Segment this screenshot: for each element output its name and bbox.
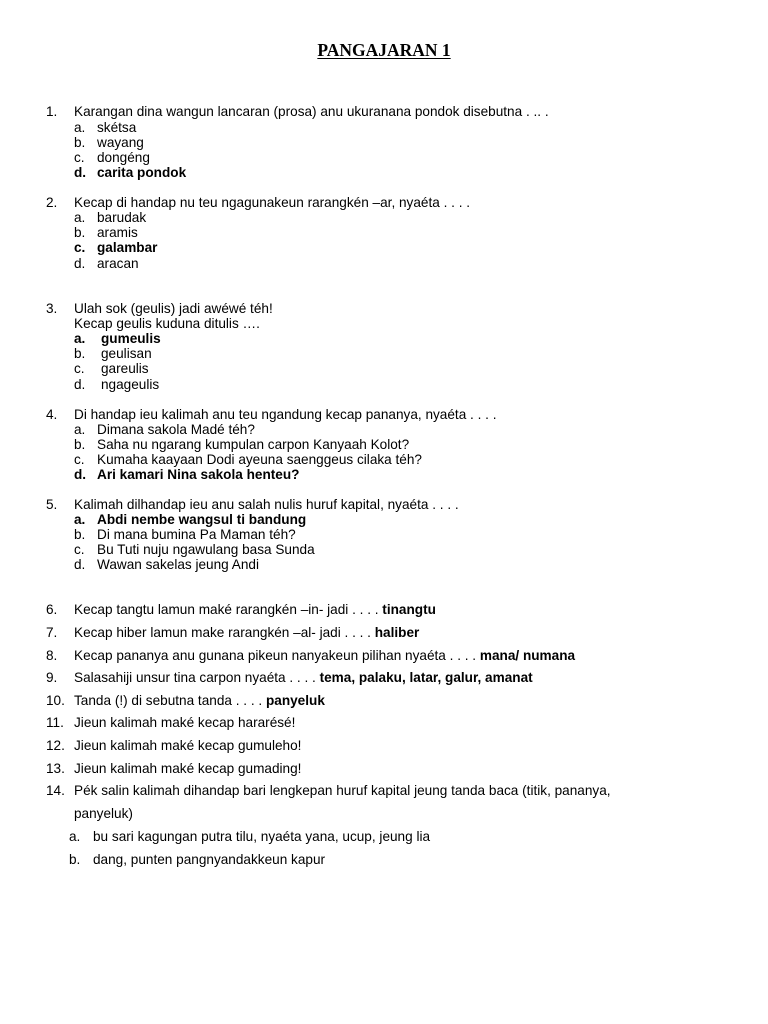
option-letter: b. — [74, 346, 86, 361]
option-text: wayang — [97, 135, 144, 150]
question-stem: Karangan dina wangun lancaran (prosa) anu ukuranana pondok disebutna . .. . — [74, 104, 549, 119]
page-title: PANGAJARAN 1 — [317, 40, 451, 60]
question-text: Pék salin kalimah dihandap bari lengkepan huruf kapital jeung tanda baca (titik, pananya, — [74, 783, 611, 798]
question-number: 6. — [46, 602, 58, 617]
option-text-answer: Ari kamari Nina sakola henteu? — [97, 467, 300, 482]
option-text: dongéng — [97, 150, 150, 165]
question-text: Kecap pananya anu gunana pikeun nanyakeun pilihan nyaéta . . . . mana/ numana — [74, 648, 576, 663]
question-text: Salasahiji unsur tina carpon nyaéta . . . . tema, palaku, latar, galur, amanat — [74, 670, 533, 685]
option-letter: d. — [74, 557, 86, 572]
question-text: Kecap hiber lamun make rarangkén –al- jadi . . . . haliber — [74, 625, 420, 640]
option-text: Bu Tuti nuju ngawulang basa Sunda — [97, 542, 315, 557]
question-number: 5. — [46, 497, 58, 512]
option-letter: a. — [74, 422, 86, 437]
option-text: Kumaha kaayaan Dodi ayeuna saenggeus cilaka téh? — [97, 452, 422, 467]
option-text: Wawan sakelas jeung Andi — [97, 557, 259, 572]
option-text: aracan — [97, 256, 139, 271]
option-letter-answer: d. — [74, 165, 87, 180]
option-letter: a. — [74, 120, 86, 135]
answer-text: mana/ numana — [479, 648, 576, 663]
question-number: 3. — [46, 301, 58, 316]
option-letter-answer: d. — [74, 467, 87, 482]
question-number: 11. — [46, 715, 64, 730]
option-letter: c. — [74, 542, 85, 557]
sub-item-letter: a. — [69, 829, 81, 844]
question-stem: Kalimah dilhandap ieu anu salah nulis huruf kapital, nyaéta . . . . — [74, 497, 459, 512]
question-number: 8. — [46, 648, 58, 663]
option-text: Saha nu ngarang kumpulan carpon Kanyaah Kolot? — [97, 437, 410, 452]
question-text: Kecap tangtu lamun maké rarangkén –in- jadi . . . . tinangtu — [74, 602, 436, 617]
option-text-answer: gumeulis — [101, 331, 161, 346]
question-text: Tanda (!) di sebutna tanda . . . . panyeluk — [74, 693, 325, 708]
question-number: 4. — [46, 407, 58, 422]
option-letter: b. — [74, 225, 86, 240]
option-letter: d. — [74, 256, 86, 271]
sub-item-text: dang, punten pangnyandakkeun kapur — [93, 852, 326, 867]
option-text: Di mana bumina Pa Maman téh? — [97, 527, 296, 542]
answer-text: tema, palaku, latar, galur, amanat — [319, 670, 533, 685]
option-text-answer: galambar — [97, 240, 158, 255]
option-text: barudak — [97, 210, 147, 225]
option-text: gareulis — [101, 361, 149, 376]
option-text: aramis — [97, 225, 138, 240]
option-letter: b. — [74, 135, 86, 150]
question-number: 2. — [46, 195, 58, 210]
option-letter-answer: a. — [74, 331, 86, 346]
option-letter: b. — [74, 527, 86, 542]
option-letter: a. — [74, 210, 86, 225]
question-stem: Ulah sok (geulis) jadi awéwé téh! — [74, 301, 273, 316]
question-number: 7. — [46, 625, 58, 640]
question-stem-line-2: Kecap geulis kuduna ditulis …. — [74, 316, 260, 331]
option-letter-answer: c. — [74, 240, 86, 255]
option-text: skétsa — [97, 120, 137, 135]
question-number: 9. — [46, 670, 58, 685]
option-letter-answer: a. — [74, 512, 86, 527]
question-text: Jieun kalimah maké kecap hararésé! — [74, 715, 296, 730]
question-text: Jieun kalimah maké kecap gumading! — [74, 761, 302, 776]
option-text-answer: Abdi nembe wangsul ti bandung — [97, 512, 307, 527]
option-text: geulisan — [101, 346, 152, 361]
answer-text: haliber — [374, 625, 420, 640]
question-number: 13. — [46, 761, 65, 776]
option-text: ngageulis — [101, 377, 160, 392]
question-number: 1. — [46, 104, 58, 119]
question-number: 12. — [46, 738, 65, 753]
option-letter: d. — [74, 377, 86, 392]
option-letter: b. — [74, 437, 86, 452]
question-number: 10. — [46, 693, 65, 708]
option-letter: c. — [74, 452, 85, 467]
option-letter: c. — [74, 361, 85, 376]
sub-item-letter: b. — [69, 852, 81, 867]
question-text-continuation: panyeluk) — [74, 806, 133, 821]
question-number: 14. — [46, 783, 65, 798]
question-text: Jieun kalimah maké kecap gumuleho! — [74, 738, 302, 753]
option-text-answer: carita pondok — [97, 165, 187, 180]
option-letter: c. — [74, 150, 85, 165]
answer-text: tinangtu — [382, 602, 436, 617]
option-text: Dimana sakola Madé téh? — [97, 422, 255, 437]
question-stem: Kecap di handap nu teu ngagunakeun rarangkén –ar, nyaéta . . . . — [74, 195, 471, 210]
answer-text: panyeluk — [265, 693, 325, 708]
sub-item-text: bu sari kagungan putra tilu, nyaéta yana, ucup, jeung lia — [93, 829, 431, 844]
question-stem: Di handap ieu kalimah anu teu ngandung kecap pananya, nyaéta . . . . — [74, 407, 497, 422]
